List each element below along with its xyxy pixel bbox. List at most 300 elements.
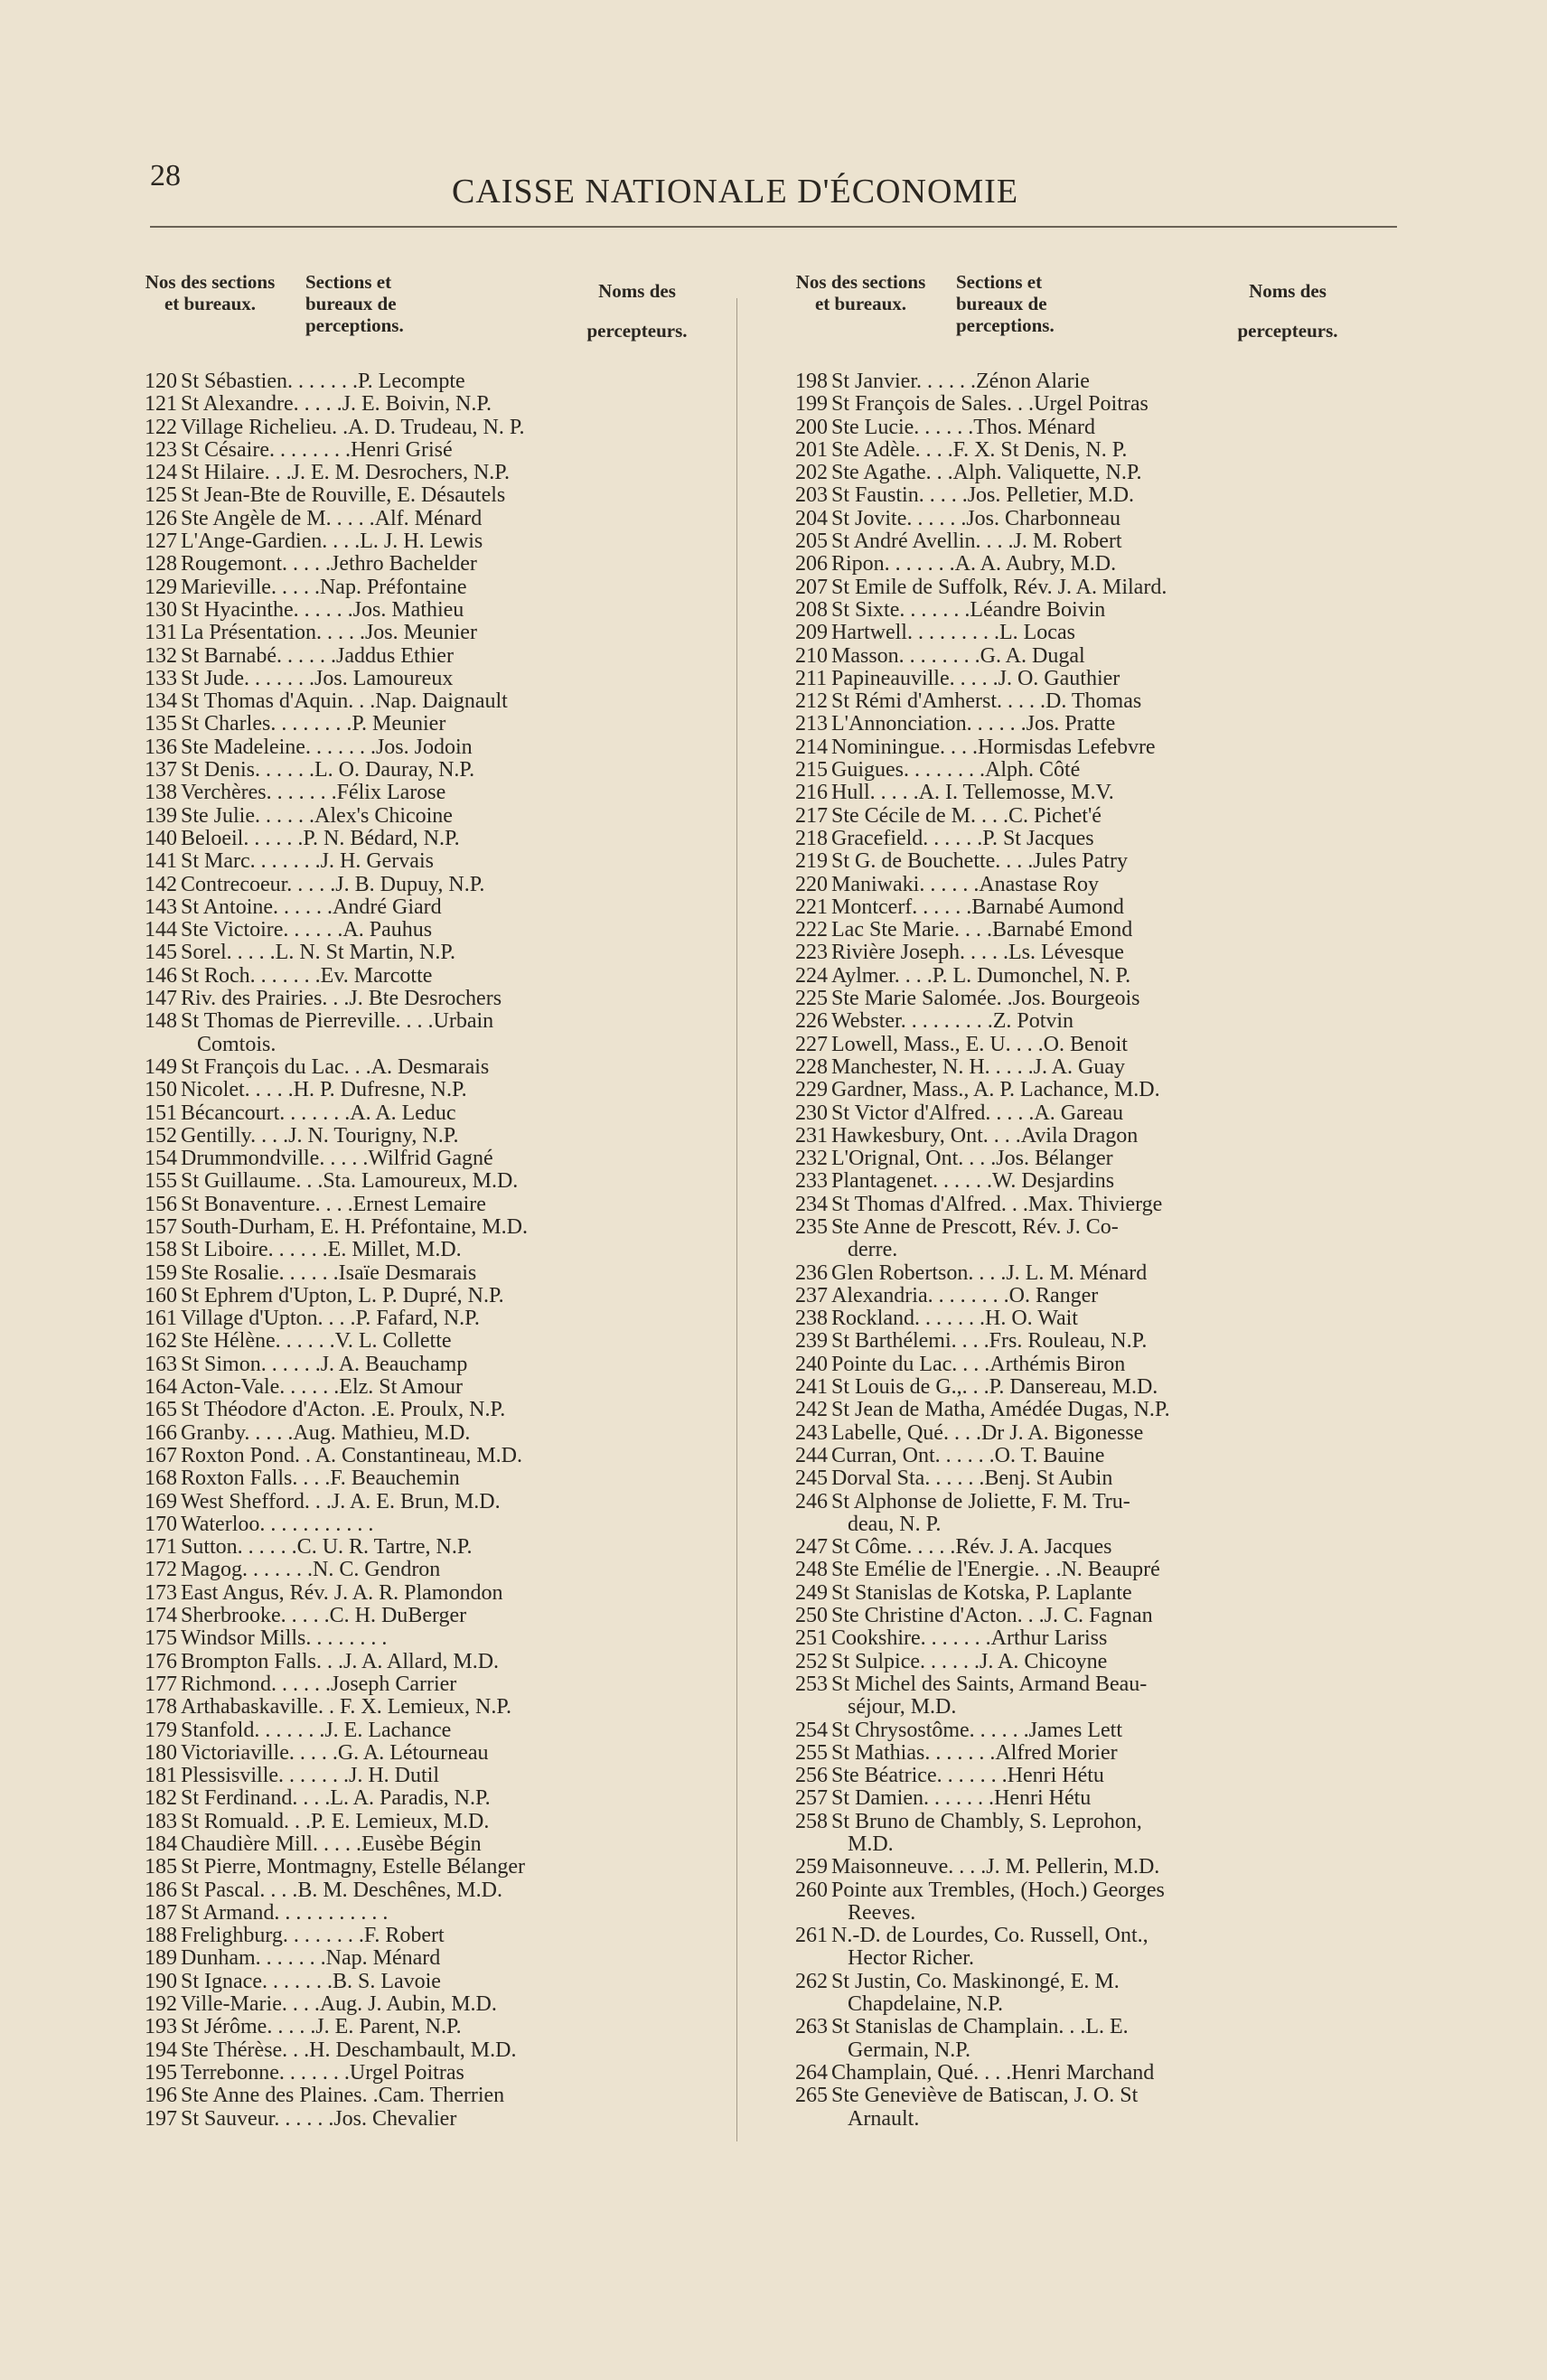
entry-number: 185 xyxy=(145,1855,177,1879)
entry-row xyxy=(145,417,723,439)
entry-text: Stanfold. . . . . . .J. E. Lachance xyxy=(181,1718,452,1742)
entry-row xyxy=(795,1125,1374,1148)
entry-row xyxy=(795,1010,1374,1033)
entry-number: 131 xyxy=(145,621,177,645)
entry-number: 262 xyxy=(795,1969,828,1993)
entry-row xyxy=(145,1216,723,1239)
entry-number: 189 xyxy=(145,1946,177,1971)
entry-number: 173 xyxy=(145,1580,177,1605)
entry-number: 237 xyxy=(795,1283,828,1307)
entry-number: 246 xyxy=(795,1489,828,1513)
entry-row xyxy=(145,1673,723,1696)
entry-text: Lowell, Mass., E. U. . . .O. Benoit xyxy=(831,1032,1128,1056)
entry-row xyxy=(145,1330,723,1353)
entry-number: 205 xyxy=(795,529,828,554)
entry-number: 240 xyxy=(795,1352,828,1376)
entry-text: Brompton Falls. . .J. A. Allard, M.D. xyxy=(181,1649,500,1673)
entry-row xyxy=(795,1536,1374,1559)
entry-row xyxy=(795,988,1374,1010)
left-entry-list xyxy=(145,370,723,2131)
entry-number: 203 xyxy=(795,483,828,508)
header-noms-1: Noms des xyxy=(1249,280,1327,302)
entry-row xyxy=(795,417,1374,439)
entry-number: 244 xyxy=(795,1443,828,1467)
entry-text: Gentilly. . . .J. N. Tourigny, N.P. xyxy=(181,1123,459,1148)
entry-text: Ste Agathe. . .Alph. Valiquette, N.P. xyxy=(831,461,1142,485)
entry-text: St Mathias. . . . . . .Alfred Morier xyxy=(831,1740,1118,1765)
entry-row xyxy=(145,1422,723,1445)
entry-row xyxy=(795,1307,1374,1330)
entry-text: Glen Robertson. . . .J. L. M. Ménard xyxy=(831,1260,1148,1285)
entry-text: St Louis de G.,. . .P. Dansereau, M.D. xyxy=(831,1375,1158,1400)
entry-row xyxy=(145,2039,723,2062)
entry-text: Village d'Upton. . . .P. Fafard, N.P. xyxy=(181,1307,480,1331)
entry-text: Ste Hélène. . . . . .V. L. Collette xyxy=(181,1329,452,1354)
entry-number: 255 xyxy=(795,1740,828,1765)
entry-number: 233 xyxy=(795,1169,828,1194)
entry-row xyxy=(795,484,1374,507)
entry-text: Ste Anne de Prescott, Rév. J. Co- derre. xyxy=(831,1214,1119,1262)
entry-number: 221 xyxy=(795,895,828,919)
entry-number: 147 xyxy=(145,987,177,1011)
entry-number: 231 xyxy=(795,1123,828,1148)
entry-row xyxy=(145,1467,723,1490)
entry-number: 216 xyxy=(795,781,828,805)
entry-number: 193 xyxy=(145,2015,177,2039)
entry-number: 148 xyxy=(145,1009,177,1034)
entry-row xyxy=(145,1856,723,1879)
entry-number: 137 xyxy=(145,758,177,782)
entry-number: 223 xyxy=(795,941,828,965)
entry-row xyxy=(795,1079,1374,1101)
entry-text: Sorel. . . . .L. N. St Martin, N.P. xyxy=(181,941,456,965)
entry-number: 234 xyxy=(795,1192,828,1216)
entry-number: 135 xyxy=(145,712,177,736)
entry-row xyxy=(145,370,723,393)
entry-row xyxy=(795,965,1374,988)
entry-text: St Sébastien. . . . . . .P. Lecompte xyxy=(181,370,465,393)
entry-row xyxy=(795,919,1374,942)
entry-number: 201 xyxy=(795,437,828,462)
entry-text: Waterloo. . . . . . . . . . . xyxy=(181,1512,374,1536)
entry-text: Richmond. . . . . .Joseph Carrier xyxy=(181,1672,457,1696)
entry-number: 163 xyxy=(145,1352,177,1376)
header-rule xyxy=(150,226,1397,228)
entry-text: St Liboire. . . . . .E. Millet, M.D. xyxy=(181,1238,462,1262)
entry-text: St Thomas d'Aquin. . .Nap. Daignault xyxy=(181,689,508,714)
left-column xyxy=(145,271,723,2131)
entry-row xyxy=(795,1262,1374,1285)
entry-text: Curran, Ont. . . . . .O. T. Bauine xyxy=(831,1443,1105,1467)
entry-number: 186 xyxy=(145,1878,177,1902)
entry-number: 184 xyxy=(145,1832,177,1856)
entry-row xyxy=(145,1765,723,1787)
entry-text: Ste Rosalie. . . . . .Isaïe Desmarais xyxy=(181,1260,477,1285)
entry-row xyxy=(145,1148,723,1170)
entry-number: 243 xyxy=(795,1420,828,1445)
entry-row xyxy=(145,919,723,942)
entry-row xyxy=(145,599,723,622)
entry-row xyxy=(795,622,1374,644)
entry-row xyxy=(145,1811,723,1833)
entry-row xyxy=(145,1902,723,1925)
entry-number: 195 xyxy=(145,2060,177,2085)
entry-number: 210 xyxy=(795,643,828,668)
entry-row xyxy=(795,393,1374,416)
entry-row xyxy=(795,1399,1374,1421)
entry-row xyxy=(145,393,723,416)
entry-text: Ripon. . . . . . .A. A. Aubry, M.D. xyxy=(831,552,1117,576)
entry-number: 140 xyxy=(145,826,177,850)
entry-row xyxy=(795,2085,1374,2131)
entry-text: Ste Thérèse. . .H. Deschambault, M.D. xyxy=(181,2038,517,2062)
entry-number: 182 xyxy=(145,1786,177,1811)
entry-number: 258 xyxy=(795,1809,828,1833)
entry-text: St Stanislas de Kotska, P. Laplante xyxy=(831,1580,1132,1605)
entry-text: Ste Angèle de M. . . . .Alf. Ménard xyxy=(181,506,483,530)
entry-number: 199 xyxy=(795,392,828,417)
header-nos: Nos des sections et bureaux. xyxy=(795,271,926,314)
entry-row xyxy=(795,759,1374,782)
entry-text: Roxton Pond. . A. Constantineau, M.D. xyxy=(181,1443,523,1467)
entry-text: Nicolet. . . . .H. P. Dufresne, N.P. xyxy=(181,1078,467,1102)
entry-row xyxy=(145,462,723,484)
entry-number: 206 xyxy=(795,552,828,576)
entry-text: St Ephrem d'Upton, L. P. Dupré, N.P. xyxy=(181,1283,504,1307)
entry-row xyxy=(145,850,723,873)
entry-row xyxy=(795,1422,1374,1445)
entry-row xyxy=(145,1079,723,1101)
entry-text: St Jérôme. . . . .J. E. Parent, N.P. xyxy=(181,2015,462,2039)
entry-row xyxy=(145,1194,723,1216)
entry-number: 219 xyxy=(795,849,828,874)
entry-number: 122 xyxy=(145,415,177,439)
entry-text: Labelle, Qué. . . .Dr J. A. Bigonesse xyxy=(831,1420,1144,1445)
entry-row xyxy=(145,1879,723,1902)
entry-text: St Denis. . . . . .L. O. Dauray, N.P. xyxy=(181,758,475,782)
entry-number: 151 xyxy=(145,1101,177,1125)
entry-row xyxy=(145,1170,723,1193)
entry-number: 261 xyxy=(795,1924,828,1948)
entry-row xyxy=(795,508,1374,530)
entry-number: 159 xyxy=(145,1260,177,1285)
entry-number: 145 xyxy=(145,941,177,965)
entry-row xyxy=(145,828,723,850)
entry-text: St Roch. . . . . . .Ev. Marcotte xyxy=(181,963,433,988)
entry-row xyxy=(145,1513,723,1536)
entry-text: Nominingue. . . .Hormisdas Lefebvre xyxy=(831,735,1156,759)
entry-row xyxy=(795,1467,1374,1490)
entry-text: Plantagenet. . . . . .W. Desjardins xyxy=(831,1169,1115,1194)
entry-text: Ste Julie. . . . . .Alex's Chicoine xyxy=(181,803,453,828)
entry-text: La Présentation. . . . .Jos. Meunier xyxy=(181,621,477,645)
entry-number: 179 xyxy=(145,1718,177,1742)
entry-row xyxy=(145,2108,723,2131)
entry-number: 128 xyxy=(145,552,177,576)
entry-text: West Shefford. . .J. A. E. Brun, M.D. xyxy=(181,1489,501,1513)
entry-number: 149 xyxy=(145,1054,177,1079)
entry-text: Papineauville. . . . .J. O. Gauthier xyxy=(831,666,1120,690)
entry-text: St Emile de Suffolk, Rév. J. A. Milard. xyxy=(831,575,1167,599)
entry-number: 150 xyxy=(145,1078,177,1102)
entry-number: 214 xyxy=(795,735,828,759)
entry-text: Bécancourt. . . . . . .A. A. Leduc xyxy=(181,1101,456,1125)
entry-number: 144 xyxy=(145,918,177,942)
entry-text: Ste Madeleine. . . . . . .Jos. Jodoin xyxy=(181,735,473,759)
entry-number: 154 xyxy=(145,1147,177,1171)
entry-text: Dunham. . . . . . .Nap. Ménard xyxy=(181,1946,441,1971)
entry-text: St Guillaume. . .Sta. Lamoureux, M.D. xyxy=(181,1169,519,1194)
entry-row xyxy=(145,622,723,644)
entry-text: St Pascal. . . .B. M. Deschênes, M.D. xyxy=(181,1878,502,1902)
entry-text: St Thomas de Pierreville. . . .Urbain Comtois. xyxy=(181,1009,494,1056)
entry-row xyxy=(795,850,1374,873)
entry-text: St Bonaventure. . . .Ernest Lemaire xyxy=(181,1192,486,1216)
header-sections: Sections et bureaux de perceptions. xyxy=(956,271,1055,336)
entry-number: 125 xyxy=(145,483,177,508)
entry-row xyxy=(145,759,723,782)
entry-text: Rockland. . . . . . .H. O. Wait xyxy=(831,1307,1078,1331)
entry-row xyxy=(795,1445,1374,1467)
entry-row xyxy=(145,1102,723,1125)
entry-text: St Alexandre. . . . .J. E. Boivin, N.P. xyxy=(181,392,492,417)
entry-number: 124 xyxy=(145,461,177,485)
entry-row xyxy=(145,805,723,828)
entry-row xyxy=(795,1742,1374,1765)
entry-number: 171 xyxy=(145,1535,177,1560)
entry-text: St Barthélemi. . . .Frs. Rouleau, N.P. xyxy=(831,1329,1148,1354)
entry-row xyxy=(795,1034,1374,1056)
entry-text: Ste Béatrice. . . . . . .Henri Hétu xyxy=(831,1764,1104,1788)
entry-text: St Hyacinthe. . . . . .Jos. Mathieu xyxy=(181,597,464,622)
entry-number: 143 xyxy=(145,895,177,919)
entry-text: Ste Cécile de M. . . .C. Pichet'é xyxy=(831,803,1102,828)
entry-text: St Alphonse de Joliette, F. M. Tru- deau, N. P. xyxy=(831,1489,1130,1536)
entry-number: 139 xyxy=(145,803,177,828)
entry-text: Terrebonne. . . . . . .Urgel Poitras xyxy=(181,2060,464,2085)
entry-row xyxy=(795,1170,1374,1193)
entry-number: 187 xyxy=(145,1900,177,1925)
entry-row xyxy=(795,645,1374,668)
entry-row xyxy=(145,713,723,736)
entry-row xyxy=(795,668,1374,690)
entry-row xyxy=(145,1239,723,1261)
entry-row xyxy=(145,1354,723,1376)
header-noms xyxy=(569,280,705,342)
entry-number: 164 xyxy=(145,1375,177,1400)
entry-number: 254 xyxy=(795,1718,828,1742)
entry-text: St G. de Bouchette. . . .Jules Patry xyxy=(831,849,1128,874)
entry-text: Masson. . . . . . . .G. A. Dugal xyxy=(831,643,1085,668)
entry-number: 180 xyxy=(145,1740,177,1765)
entry-number: 167 xyxy=(145,1443,177,1467)
entry-text: Ste Lucie. . . . . .Thos. Ménard xyxy=(831,415,1095,439)
entry-row xyxy=(145,1696,723,1719)
header-sections: Sections et bureaux de perceptions. xyxy=(305,271,404,336)
entry-row xyxy=(145,1125,723,1148)
entry-text: Victoriaville. . . . .G. A. Létourneau xyxy=(181,1740,489,1765)
entry-row xyxy=(145,988,723,1010)
entry-text: Acton-Vale. . . . . .Elz. St Amour xyxy=(181,1375,463,1400)
entry-text: St Charles. . . . . . . .P. Meunier xyxy=(181,712,446,736)
entry-row xyxy=(795,1811,1374,1857)
entry-text: Ste Christine d'Acton. . .J. C. Fagnan xyxy=(831,1604,1153,1628)
entry-row xyxy=(795,942,1374,964)
entry-row xyxy=(795,828,1374,850)
left-column-headers xyxy=(145,271,723,370)
entry-text: St Bruno de Chambly, S. Leprohon, M.D. xyxy=(831,1809,1142,1856)
entry-text: St Sulpice. . . . . .J. A. Chicoyne xyxy=(831,1649,1108,1673)
entry-number: 178 xyxy=(145,1695,177,1719)
entry-row xyxy=(795,713,1374,736)
entry-number: 204 xyxy=(795,506,828,530)
entry-number: 229 xyxy=(795,1078,828,1102)
entry-number: 217 xyxy=(795,803,828,828)
entry-text: Contrecoeur. . . . .J. B. Dupuy, N.P. xyxy=(181,872,485,896)
entry-text: St Faustin. . . . .Jos. Pelletier, M.D. xyxy=(831,483,1135,508)
entry-number: 176 xyxy=(145,1649,177,1673)
entry-row xyxy=(795,1148,1374,1170)
entry-text: St Jean-Bte de Rouville, E. Désautels xyxy=(181,483,506,508)
entry-row xyxy=(795,1285,1374,1307)
entry-text: St François de Sales. . .Urgel Poitras xyxy=(831,392,1149,417)
entry-number: 202 xyxy=(795,461,828,485)
entry-text: Aylmer. . . .P. L. Dumonchel, N. P. xyxy=(831,963,1131,988)
entry-text: Rougemont. . . . .Jethro Bachelder xyxy=(181,552,477,576)
entry-number: 161 xyxy=(145,1307,177,1331)
entry-number: 155 xyxy=(145,1169,177,1194)
header-noms-2: percepteurs. xyxy=(586,320,688,342)
entry-row xyxy=(795,2062,1374,2085)
entry-row xyxy=(145,1742,723,1765)
header-noms-2: percepteurs. xyxy=(1237,320,1338,342)
entry-row xyxy=(145,690,723,713)
entry-row xyxy=(795,1925,1374,1971)
entry-text: St François du Lac. . .A. Desmarais xyxy=(181,1054,490,1079)
entry-number: 175 xyxy=(145,1626,177,1651)
entry-number: 222 xyxy=(795,918,828,942)
entry-text: St Michel des Saints, Armand Beau- séjour, M.D. xyxy=(831,1672,1148,1719)
entry-row xyxy=(145,874,723,896)
entry-number: 224 xyxy=(795,963,828,988)
column-separator xyxy=(736,298,737,2141)
entry-number: 152 xyxy=(145,1123,177,1148)
entry-number: 208 xyxy=(795,597,828,622)
entry-row xyxy=(795,1879,1374,1926)
entry-number: 172 xyxy=(145,1558,177,1582)
entry-row xyxy=(145,1627,723,1650)
entry-number: 211 xyxy=(795,666,828,690)
entry-text: L'Ange-Gardien. . . .L. J. H. Lewis xyxy=(181,529,483,554)
entry-row xyxy=(145,736,723,759)
entry-number: 228 xyxy=(795,1054,828,1079)
entry-number: 136 xyxy=(145,735,177,759)
entry-number: 239 xyxy=(795,1329,828,1354)
entry-number: 200 xyxy=(795,415,828,439)
entry-row xyxy=(145,1536,723,1559)
entry-number: 245 xyxy=(795,1466,828,1491)
entry-text: St Romuald. . .P. E. Lemieux, M.D. xyxy=(181,1809,490,1833)
entry-row xyxy=(145,1833,723,1856)
entry-number: 213 xyxy=(795,712,828,736)
entry-number: 227 xyxy=(795,1032,828,1056)
entry-row xyxy=(795,805,1374,828)
entry-text: Ste Anne des Plaines. .Cam. Therrien xyxy=(181,2084,505,2108)
entry-row xyxy=(145,1376,723,1399)
entry-row xyxy=(795,1651,1374,1673)
entry-text: Ste Emélie de l'Energie. . .N. Beaupré xyxy=(831,1558,1160,1582)
entry-number: 142 xyxy=(145,872,177,896)
entry-number: 226 xyxy=(795,1009,828,1034)
entry-number: 177 xyxy=(145,1672,177,1696)
entry-number: 183 xyxy=(145,1809,177,1833)
entry-text: St Marc. . . . . . .J. H. Gervais xyxy=(181,849,434,874)
entry-text: St Rémi d'Amherst. . . . .D. Thomas xyxy=(831,689,1142,714)
entry-number: 127 xyxy=(145,529,177,554)
entry-row xyxy=(795,576,1374,599)
entry-number: 166 xyxy=(145,1420,177,1445)
entry-row xyxy=(145,2062,723,2085)
entry-text: St Ignace. . . . . . .B. S. Lavoie xyxy=(181,1969,441,1993)
page-number: 28 xyxy=(150,159,181,192)
entry-text: Hull. . . . .A. I. Tellemosse, M.V. xyxy=(831,781,1114,805)
entry-number: 133 xyxy=(145,666,177,690)
entry-number: 198 xyxy=(795,370,828,393)
entry-row xyxy=(795,896,1374,919)
entry-row xyxy=(795,1354,1374,1376)
entry-number: 251 xyxy=(795,1626,828,1651)
entry-text: St Victor d'Alfred. . . . .A. Gareau xyxy=(831,1101,1124,1125)
entry-text: Rivière Joseph. . . . .Ls. Lévesque xyxy=(831,941,1124,965)
entry-row xyxy=(795,1856,1374,1879)
entry-row xyxy=(795,1765,1374,1787)
entry-row xyxy=(795,1559,1374,1581)
entry-text: Drummondville. . . . .Wilfrid Gagné xyxy=(181,1147,493,1171)
entry-number: 168 xyxy=(145,1466,177,1491)
entry-text: St Janvier. . . . . .Zénon Alarie xyxy=(831,370,1090,393)
entry-number: 248 xyxy=(795,1558,828,1582)
entry-row xyxy=(795,1491,1374,1537)
entry-text: St André Avellin. . . .J. M. Robert xyxy=(831,529,1122,554)
right-column-headers xyxy=(795,271,1374,370)
entry-text: St Damien. . . . . . .Henri Hétu xyxy=(831,1786,1092,1811)
entry-number: 192 xyxy=(145,1992,177,2017)
entry-number: 252 xyxy=(795,1649,828,1673)
entry-row xyxy=(795,1605,1374,1627)
entry-number: 181 xyxy=(145,1764,177,1788)
entry-text: Frelighburg. . . . . . . .F. Robert xyxy=(181,1924,445,1948)
entry-text: St Pierre, Montmagny, Estelle Bélanger xyxy=(181,1855,526,1879)
entry-text: St Jovite. . . . . .Jos. Charbonneau xyxy=(831,506,1120,530)
entry-text: Marieville. . . . .Nap. Préfontaine xyxy=(181,575,467,599)
entry-row xyxy=(145,1559,723,1581)
entry-text: Maniwaki. . . . . .Anastase Roy xyxy=(831,872,1099,896)
entry-row xyxy=(145,576,723,599)
entry-text: Riv. des Prairies. . .J. Bte Desrochers xyxy=(181,987,502,1011)
entry-row xyxy=(795,1787,1374,1810)
entry-text: Magog. . . . . . .N. C. Gendron xyxy=(181,1558,441,1582)
entry-number: 230 xyxy=(795,1101,828,1125)
right-column xyxy=(795,271,1374,2131)
entry-number: 264 xyxy=(795,2060,828,2085)
entry-text: St Jean de Matha, Amédée Dugas, N.P. xyxy=(831,1398,1170,1422)
entry-number: 220 xyxy=(795,872,828,896)
entry-number: 247 xyxy=(795,1535,828,1560)
entry-row xyxy=(795,1673,1374,1719)
entry-text: St Thomas d'Alfred. . .Max. Thivierge xyxy=(831,1192,1163,1216)
entry-text: Ste Victoire. . . . . .A. Pauhus xyxy=(181,918,433,942)
entry-row xyxy=(795,462,1374,484)
